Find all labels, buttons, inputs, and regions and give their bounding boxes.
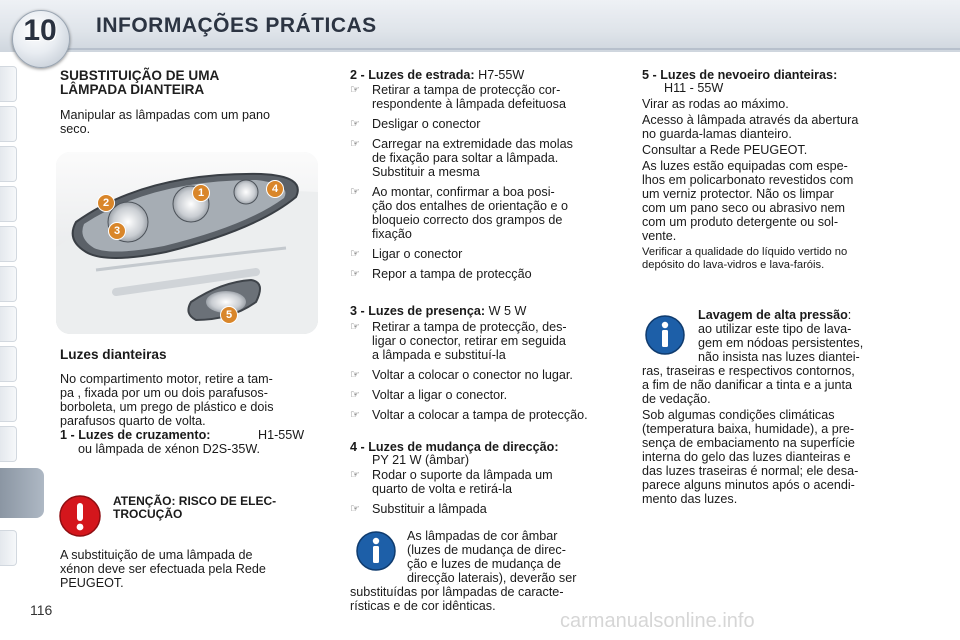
section-value: H7-55W — [478, 68, 525, 82]
page-title: INFORMAÇÕES PRÁTICAS — [96, 14, 377, 37]
section-title: LÂMPADA DIANTEIRA — [60, 82, 205, 97]
bullet-text: respondente à lâmpada defeituosa — [372, 97, 566, 111]
bullet-hand-icon: ☞ — [350, 469, 360, 481]
bullet-text: Ao montar, confirmar a boa posi- — [372, 185, 555, 199]
bullet-text: Voltar a ligar o conector. — [372, 388, 508, 402]
chapter-tab[interactable] — [0, 106, 17, 142]
bullet-text: Substituir a mesma — [372, 165, 480, 179]
info-line: gem em nódoas persistentes, — [698, 336, 864, 350]
body-line: Acesso à lâmpada através da abertura — [642, 113, 859, 127]
bullet-hand-icon: ☞ — [350, 84, 360, 96]
body-line: Consultar a Rede PEUGEOT. — [642, 143, 808, 157]
bullet-hand-icon: ☞ — [350, 248, 360, 260]
bullet-text: Retirar a tampa de protecção cor- — [372, 83, 561, 97]
bullet-hand-icon: ☞ — [350, 389, 360, 401]
bullet-hand-icon: ☞ — [350, 409, 360, 421]
body-line: com um pano seco ou abrasivo nem — [642, 201, 846, 215]
info-line: Sob algumas condições climáticas — [642, 408, 835, 422]
item-label: 1 - Luzes de cruzamento: — [60, 428, 211, 442]
note-line: Verificar a qualidade do líquido vertido no — [642, 246, 848, 258]
warning-title: TROCUÇÃO — [113, 507, 183, 521]
body-line: As luzes estão equipadas com espe- — [642, 159, 848, 173]
bullet-text: a lâmpada e substituí-la — [372, 348, 506, 362]
section-label: 5 - Luzes de nevoeiro dianteiras: — [642, 68, 838, 82]
info-title: Lavagem de alta pressão — [698, 308, 848, 322]
watermark: carmanualsonline.info — [560, 610, 755, 632]
intro-text: seco. — [60, 122, 91, 136]
info-line: interna do gelo das luzes dianteiras e — [642, 450, 851, 464]
section-value: PY 21 W (âmbar) — [372, 453, 470, 467]
info-text: direcção laterais), deverão ser — [407, 571, 577, 585]
section-title: SUBSTITUIÇÃO DE UMA — [60, 68, 220, 83]
note-line: depósito do lava-vidros e lava-faróis. — [642, 259, 825, 271]
bullet-hand-icon: ☞ — [350, 503, 360, 515]
chapter-tab-active[interactable] — [0, 468, 44, 518]
info-text: substituídas por lâmpadas de caracte- — [350, 585, 564, 599]
info-line: ras, traseiras e respectivos contornos, — [642, 364, 855, 378]
body-line: com um produto detergente ou sol- — [642, 215, 839, 229]
info-line: ao utilizar este tipo de lava- — [698, 322, 852, 336]
info-icon — [355, 530, 397, 572]
chapter-tab[interactable] — [0, 186, 17, 222]
bullet-text: de fixação para soltar a lâmpada. — [372, 151, 559, 165]
bullet-hand-icon: ☞ — [350, 118, 360, 130]
page-number: 116 — [30, 602, 53, 618]
chapter-tab[interactable] — [0, 226, 17, 262]
info-line: a fim de não danificar a tinta e a junta — [642, 378, 853, 392]
info-line: de vedação. — [642, 392, 711, 406]
info-text: rísticas e de cor idênticas. — [350, 599, 496, 613]
section-label: 4 - Luzes de mudança de direcção: — [350, 440, 559, 454]
bullet-text: Repor a tampa de protecção — [372, 267, 532, 281]
info-text: ção e luzes de mudança de — [407, 557, 562, 571]
section-value: W 5 W — [488, 304, 527, 318]
section-heading — [350, 68, 618, 82]
section-value: H11 - 55W — [664, 81, 724, 95]
chapter-tab[interactable] — [0, 266, 17, 302]
section-label: 2 - Luzes de estrada: — [350, 68, 475, 82]
bullet-text: Carregar na extremidade das molas — [372, 137, 573, 151]
section-heading — [350, 304, 618, 318]
body-line: Virar as rodas ao máximo. — [642, 97, 789, 111]
bullet-text: Voltar a colocar a tampa de protecção. — [372, 408, 588, 422]
callout-3: 3 — [108, 222, 126, 240]
subsection-title: Luzes dianteiras — [60, 347, 167, 362]
body-line: no guarda-lamas dianteiro. — [642, 127, 792, 141]
chapter-tab[interactable] — [0, 530, 17, 566]
bullet-text: ção dos entalhes de orientação e o — [372, 199, 569, 213]
bullet-hand-icon: ☞ — [350, 268, 360, 280]
info-line: das luzes traseiras é normal; ele desa- — [642, 464, 859, 478]
body-line: pa , fixada por um ou dois parafusos- — [60, 386, 268, 400]
bullet-text: Rodar o suporte da lâmpada um — [372, 468, 553, 482]
bullet-text: quarto de volta e retirá-la — [372, 482, 513, 496]
info-line: não insista nas luzes diantei- — [698, 350, 860, 364]
callout-4: 4 — [266, 180, 284, 198]
bullet-text: bloqueio correcto dos grampos de — [372, 213, 563, 227]
section-label: 3 - Luzes de presença: — [350, 304, 486, 318]
body-line: borboleta, um prego de plástico e dois — [60, 400, 274, 414]
bullet-text: ligar o conector, retirar em seguida — [372, 334, 566, 348]
bullet-text: Voltar a colocar o conector no lugar. — [372, 368, 573, 382]
item-continuation: ou lâmpada de xénon D2S-35W. — [78, 442, 261, 456]
bullet-hand-icon: ☞ — [350, 369, 360, 381]
chapter-tab[interactable] — [0, 346, 17, 382]
body-line: lhos em policarbonato revestidos com — [642, 173, 854, 187]
warning-icon — [58, 494, 102, 538]
body-line: parafusos quarto de volta. — [60, 414, 206, 428]
bullet-text: Substituir a lâmpada — [372, 502, 487, 516]
bullet-hand-icon: ☞ — [350, 138, 360, 150]
bullet-text: Ligar o conector — [372, 247, 463, 261]
chapter-tab[interactable] — [0, 386, 17, 422]
info-heading: Lavagem de alta pressão: — [698, 308, 852, 322]
warning-text: PEUGEOT. — [60, 576, 124, 590]
body-line: vente. — [642, 229, 677, 243]
bullet-text: fixação — [372, 227, 412, 241]
chapter-number: 10 — [23, 14, 57, 47]
headlamp-photo — [56, 152, 318, 334]
chapter-tab[interactable] — [0, 426, 17, 462]
info-line: (temperatura baixa, humidade), a pre- — [642, 422, 855, 436]
bullet-hand-icon: ☞ — [350, 321, 360, 333]
intro-text: Manipular as lâmpadas com um pano — [60, 108, 271, 122]
info-line: parece alguns minutos após o acendi- — [642, 478, 855, 492]
header-divider — [60, 48, 960, 50]
bullet-text: Retirar a tampa de protecção, des- — [372, 320, 567, 334]
chapter-tab[interactable] — [0, 306, 17, 342]
body-line: um verniz protector. Não os limpar — [642, 187, 834, 201]
info-text: (luzes de mudança de direc- — [407, 543, 566, 557]
body-line: No compartimento motor, retire a tam- — [60, 372, 273, 386]
bullet-text: Desligar o conector — [372, 117, 481, 131]
item-value: H1-55W — [258, 428, 305, 442]
warning-title: ATENÇÃO: RISCO DE ELEC- — [113, 494, 277, 508]
callout-5: 5 — [220, 306, 238, 324]
info-icon — [644, 314, 686, 356]
warning-text: A substituição de uma lâmpada de — [60, 548, 253, 562]
chapter-tab[interactable] — [0, 146, 17, 182]
callout-2: 2 — [97, 194, 115, 212]
bullet-hand-icon: ☞ — [350, 186, 360, 198]
chapter-tab[interactable] — [0, 66, 17, 102]
info-line: sença de embaciamento na superfície — [642, 436, 855, 450]
info-text: As lâmpadas de cor âmbar — [407, 529, 558, 543]
callout-1: 1 — [192, 184, 210, 202]
warning-text: xénon deve ser efectuada pela Rede — [60, 562, 266, 576]
info-line: mento das luzes. — [642, 492, 738, 506]
